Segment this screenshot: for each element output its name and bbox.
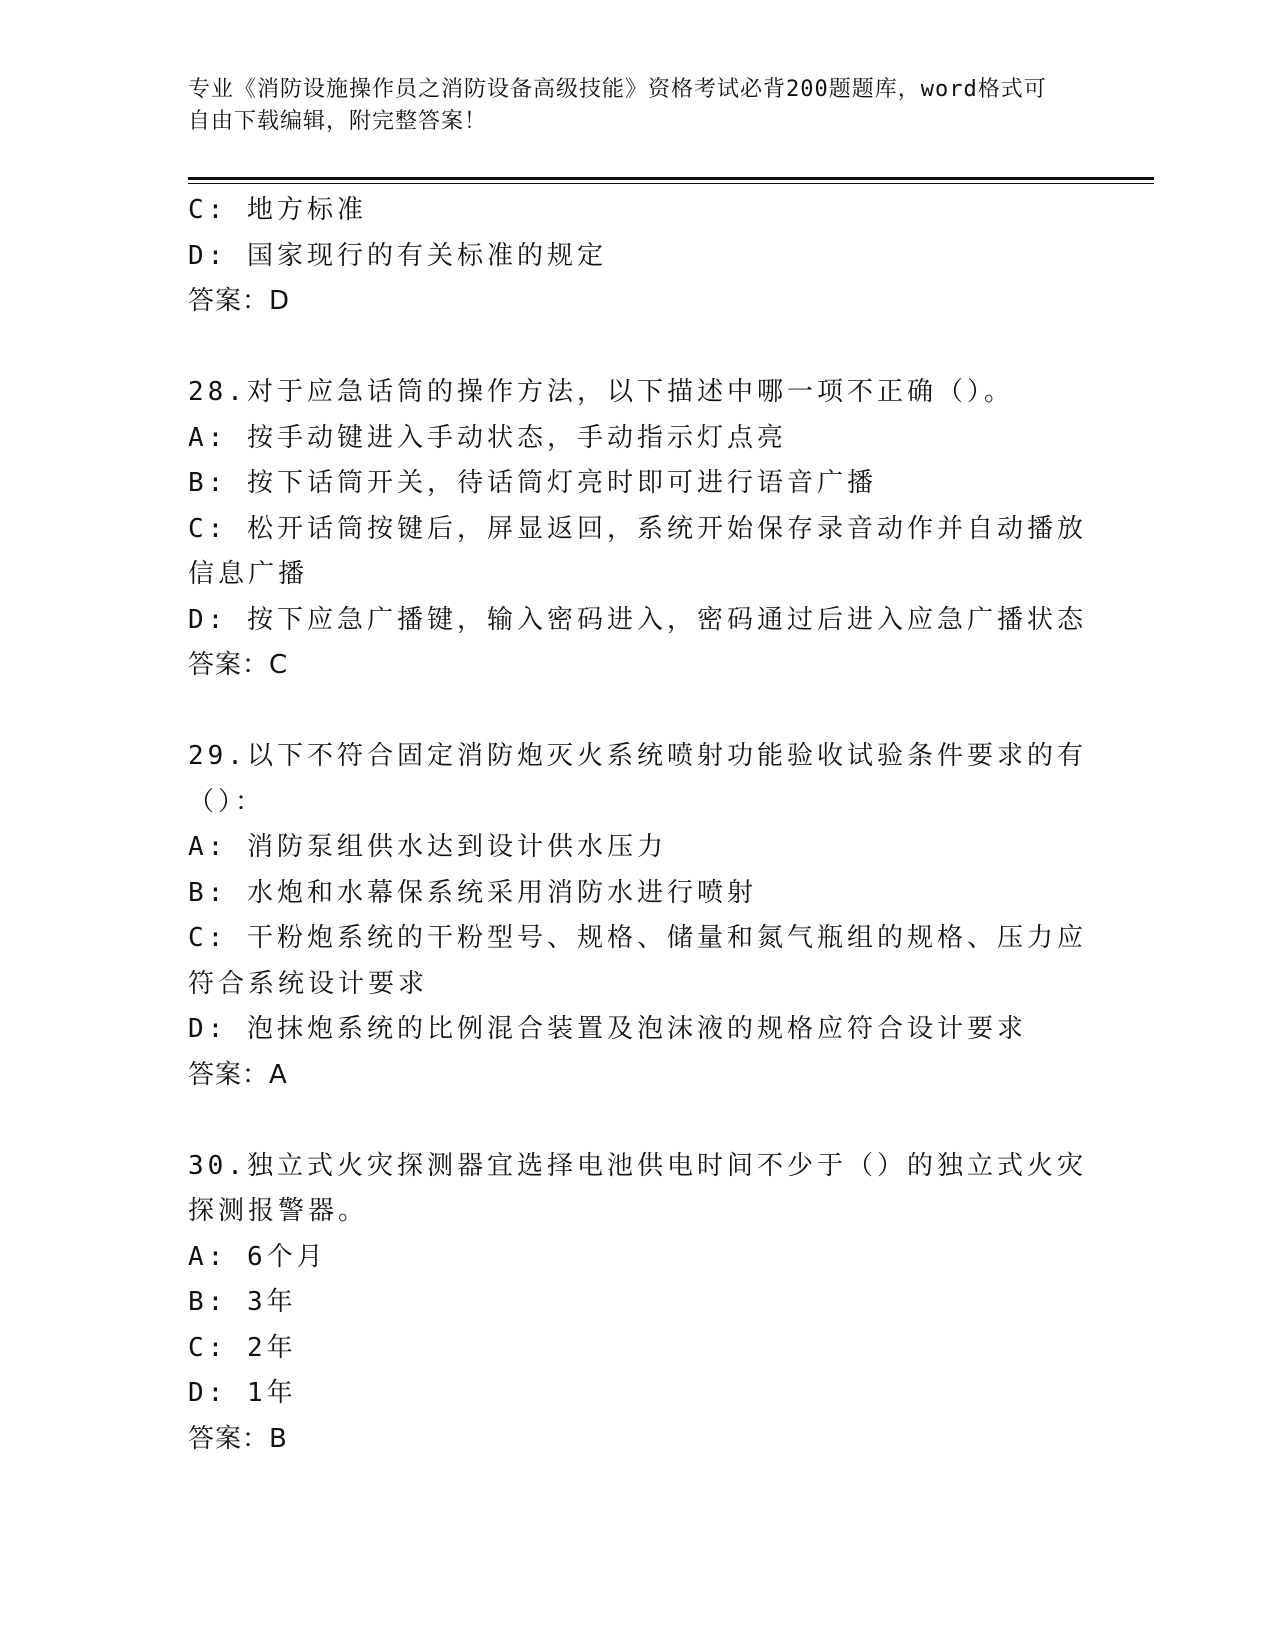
document-header: 专业《消防设施操作员之消防设备高级技能》资格考试必背200题题库，word格式可自由下载编辑，附完整答案！ [188, 77, 1047, 134]
option-a: A: 消防泵组供水达到设计供水压力 [188, 832, 667, 862]
answer-line: 答案：C [188, 650, 289, 680]
spacer [188, 325, 1088, 371]
spacer [188, 1098, 1088, 1144]
answer-line: 答案：D [188, 286, 291, 316]
option-a: A: 按手动键进入手动状态，手动指示灯点亮 [188, 422, 787, 453]
header-rule-thick [188, 177, 1154, 180]
option-c: C: 地方标准 [188, 195, 367, 225]
question-30 [188, 1144, 1088, 1463]
answer-line: 答案：A [188, 1059, 288, 1090]
header-rule-thin [188, 183, 1154, 184]
option-d: D: 国家现行的有关标准的规定 [188, 240, 607, 271]
answer-line: 答案：B [188, 1423, 288, 1454]
option-b: B: 3年 [188, 1287, 297, 1317]
option-c: C: 2年 [188, 1332, 297, 1363]
question-content [188, 188, 1088, 1462]
question-stem: 30.独立式火灾探测器宜选择电池供电时间不少于（）的独立式火灾探测报警器。 [188, 1150, 1087, 1226]
option-c: C: 松开话筒按键后，屏显返回，系统开始保存录音动作并自动播放信息广播 [188, 513, 1087, 589]
option-d: D: 1年 [188, 1378, 297, 1408]
option-c: C: 干粉炮系统的干粉型号、规格、储量和氮气瓶组的规格、压力应符合系统设计要求 [188, 923, 1087, 999]
question-stem: 28.对于应急话筒的操作方法，以下描述中哪一项不正确（）。 [188, 377, 1014, 407]
question-stem: 29.以下不符合固定消防炮灭火系统喷射功能验收试验条件要求的有（）： [188, 741, 1087, 817]
option-b: B: 水炮和水幕保系统采用消防水进行喷射 [188, 877, 757, 908]
option-d: D: 按下应急广播键，输入密码进入，密码通过后进入应急广播状态 [188, 604, 1087, 635]
spacer [188, 689, 1088, 735]
question-29 [188, 734, 1088, 1098]
option-d: D: 泡抹炮系统的比例混合装置及泡沫液的规格应符合设计要求 [188, 1014, 1027, 1044]
option-a: A: 6个月 [188, 1241, 327, 1272]
option-b: B: 按下话筒开关，待话筒灯亮时即可进行语音广播 [188, 468, 877, 498]
question-28 [188, 370, 1088, 689]
question-fragment-27 [188, 188, 1088, 325]
